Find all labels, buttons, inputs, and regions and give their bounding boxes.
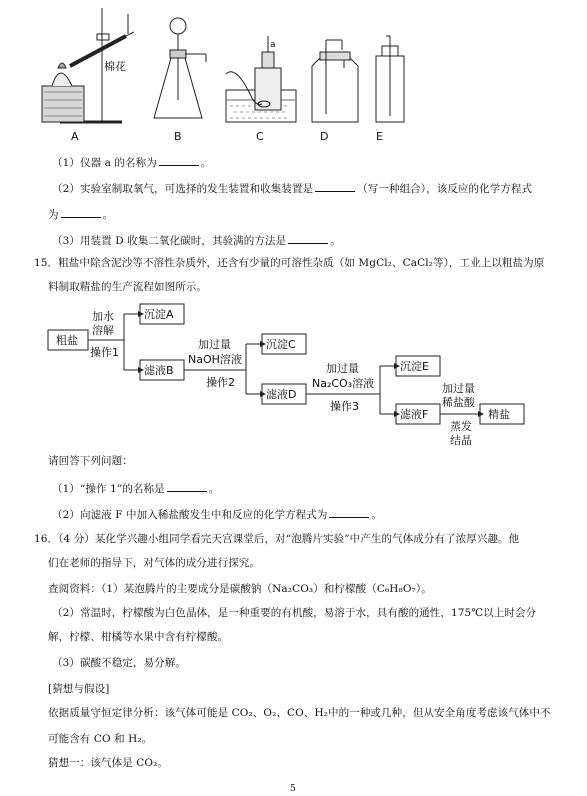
q14-part2: （2）实验室制取氧气，可选择的发生装置和收集装置是 （写一种组合），该反应的化学方程式	[52, 180, 532, 196]
apparatus-figure	[30, 6, 430, 144]
answer-blank[interactable]	[288, 232, 328, 244]
q16-stem-line2: 们在老师的指导下，对气体的成分进行探究。	[48, 557, 260, 569]
naoh-label: NaOH溶液	[188, 353, 242, 366]
apparatus-b	[154, 18, 206, 118]
q15-stem-line1: 15．粗盐中除含泥沙等不溶性杂质外，还含有少量的可溶性杂质（如 MgCl₂、CaCl₂等），工业上以粗盐为原	[34, 257, 545, 269]
crude-salt-label: 粗盐	[56, 334, 78, 347]
add-excess-1-label: 加过量	[198, 338, 231, 351]
dilute-hcl-label: 稀盐酸	[442, 396, 475, 409]
label-e: E	[376, 130, 383, 143]
q16-analysis-line1: 依据质量守恒定律分析：该气体可能是 CO₂、O₂、CO、H₂中的一种或几种，但从安全角度考虑该气体中不	[48, 707, 551, 719]
crystallize-label: 结晶	[450, 434, 472, 447]
add-excess-3-label: 加过量	[442, 382, 475, 395]
op2-label: 操作2	[206, 376, 235, 389]
q15-ask: 请回答下列问题：	[48, 455, 133, 467]
op1-label: 操作1	[90, 346, 119, 359]
precip-e-label: 沉淀E	[400, 360, 429, 373]
precip-a-label: 沉淀A	[144, 308, 174, 321]
q16-stem-line1: 16．（4 分）某化学兴趣小组同学看完天宫课堂后，对“泡腾片实验”中产生的气体成分有了浓厚兴趣。他	[34, 533, 520, 545]
q15-stem-line2: 料制取精盐的生产流程如图所示。	[48, 281, 207, 293]
filtrate-d-label: 滤液D	[266, 388, 297, 401]
label-d: D	[320, 130, 329, 143]
cotton-label: 棉花	[104, 60, 126, 73]
answer-blank[interactable]	[159, 154, 199, 166]
answer-blank[interactable]	[61, 206, 101, 218]
na2co3-label: Na₂CO₃溶液	[312, 377, 375, 390]
apparatus-c	[226, 36, 296, 122]
apparatus-d	[312, 40, 358, 122]
evaporate-label: 蒸发	[450, 420, 472, 433]
apparatus-e	[376, 36, 404, 122]
dissolve-label: 溶解	[92, 324, 114, 337]
label-a: A	[71, 130, 79, 143]
q16-info3: （3）碳酸不稳定，易分解。	[52, 657, 186, 669]
q16-info2-line1: （2）常温时，柠檬酸为白色晶体，是一种重要的有机酸，易溶于水，具有酸的通性，175℃以上时会分	[52, 607, 537, 619]
q15-part2: （2）向滤液 F 中加入稀盐酸发生中和反应的化学方程式为 。	[52, 506, 382, 522]
filtrate-b-label: 滤液B	[144, 364, 174, 377]
q16-analysis-line2: 可能含有 CO 和 H₂。	[48, 733, 153, 745]
filtrate-f-label: 滤液F	[400, 408, 429, 421]
refined-salt-label: 精盐	[488, 408, 510, 421]
answer-blank[interactable]	[315, 180, 355, 192]
q16-info1: 查阅资料：（1）某泡腾片的主要成分是碳酸钠（Na₂CO₃）和柠檬酸（C₆H₈O₇）。	[48, 583, 432, 595]
add-water-label: 加水	[92, 310, 114, 323]
small-a-label: a	[270, 40, 276, 50]
page-number: 5	[290, 784, 296, 794]
q14-part2-cont: 为 。	[48, 206, 113, 222]
label-c: C	[256, 130, 264, 143]
answer-blank[interactable]	[167, 480, 207, 492]
label-b: B	[174, 130, 182, 143]
add-excess-2-label: 加过量	[326, 362, 359, 375]
production-flow-chart	[40, 300, 540, 448]
q16-guess-title: [猜想与假设]	[48, 683, 110, 695]
q16-guess1: 猜想一：该气体是 CO₂。	[48, 757, 168, 769]
q14-part3: （3）用装置 D 收集二氧化碳时，其验满的方法是 。	[52, 232, 341, 248]
q14-part1: （1）仪器 a 的名称为 。	[52, 154, 211, 170]
op3-label: 操作3	[330, 400, 359, 413]
answer-blank[interactable]	[329, 506, 369, 518]
precip-c-label: 沉淀C	[266, 338, 296, 351]
q15-part1: （1）“操作 1”的名称是 。	[52, 480, 219, 496]
q16-info2-line2: 解，柠檬、柑橘等水果中含有柠檬酸。	[48, 631, 229, 643]
